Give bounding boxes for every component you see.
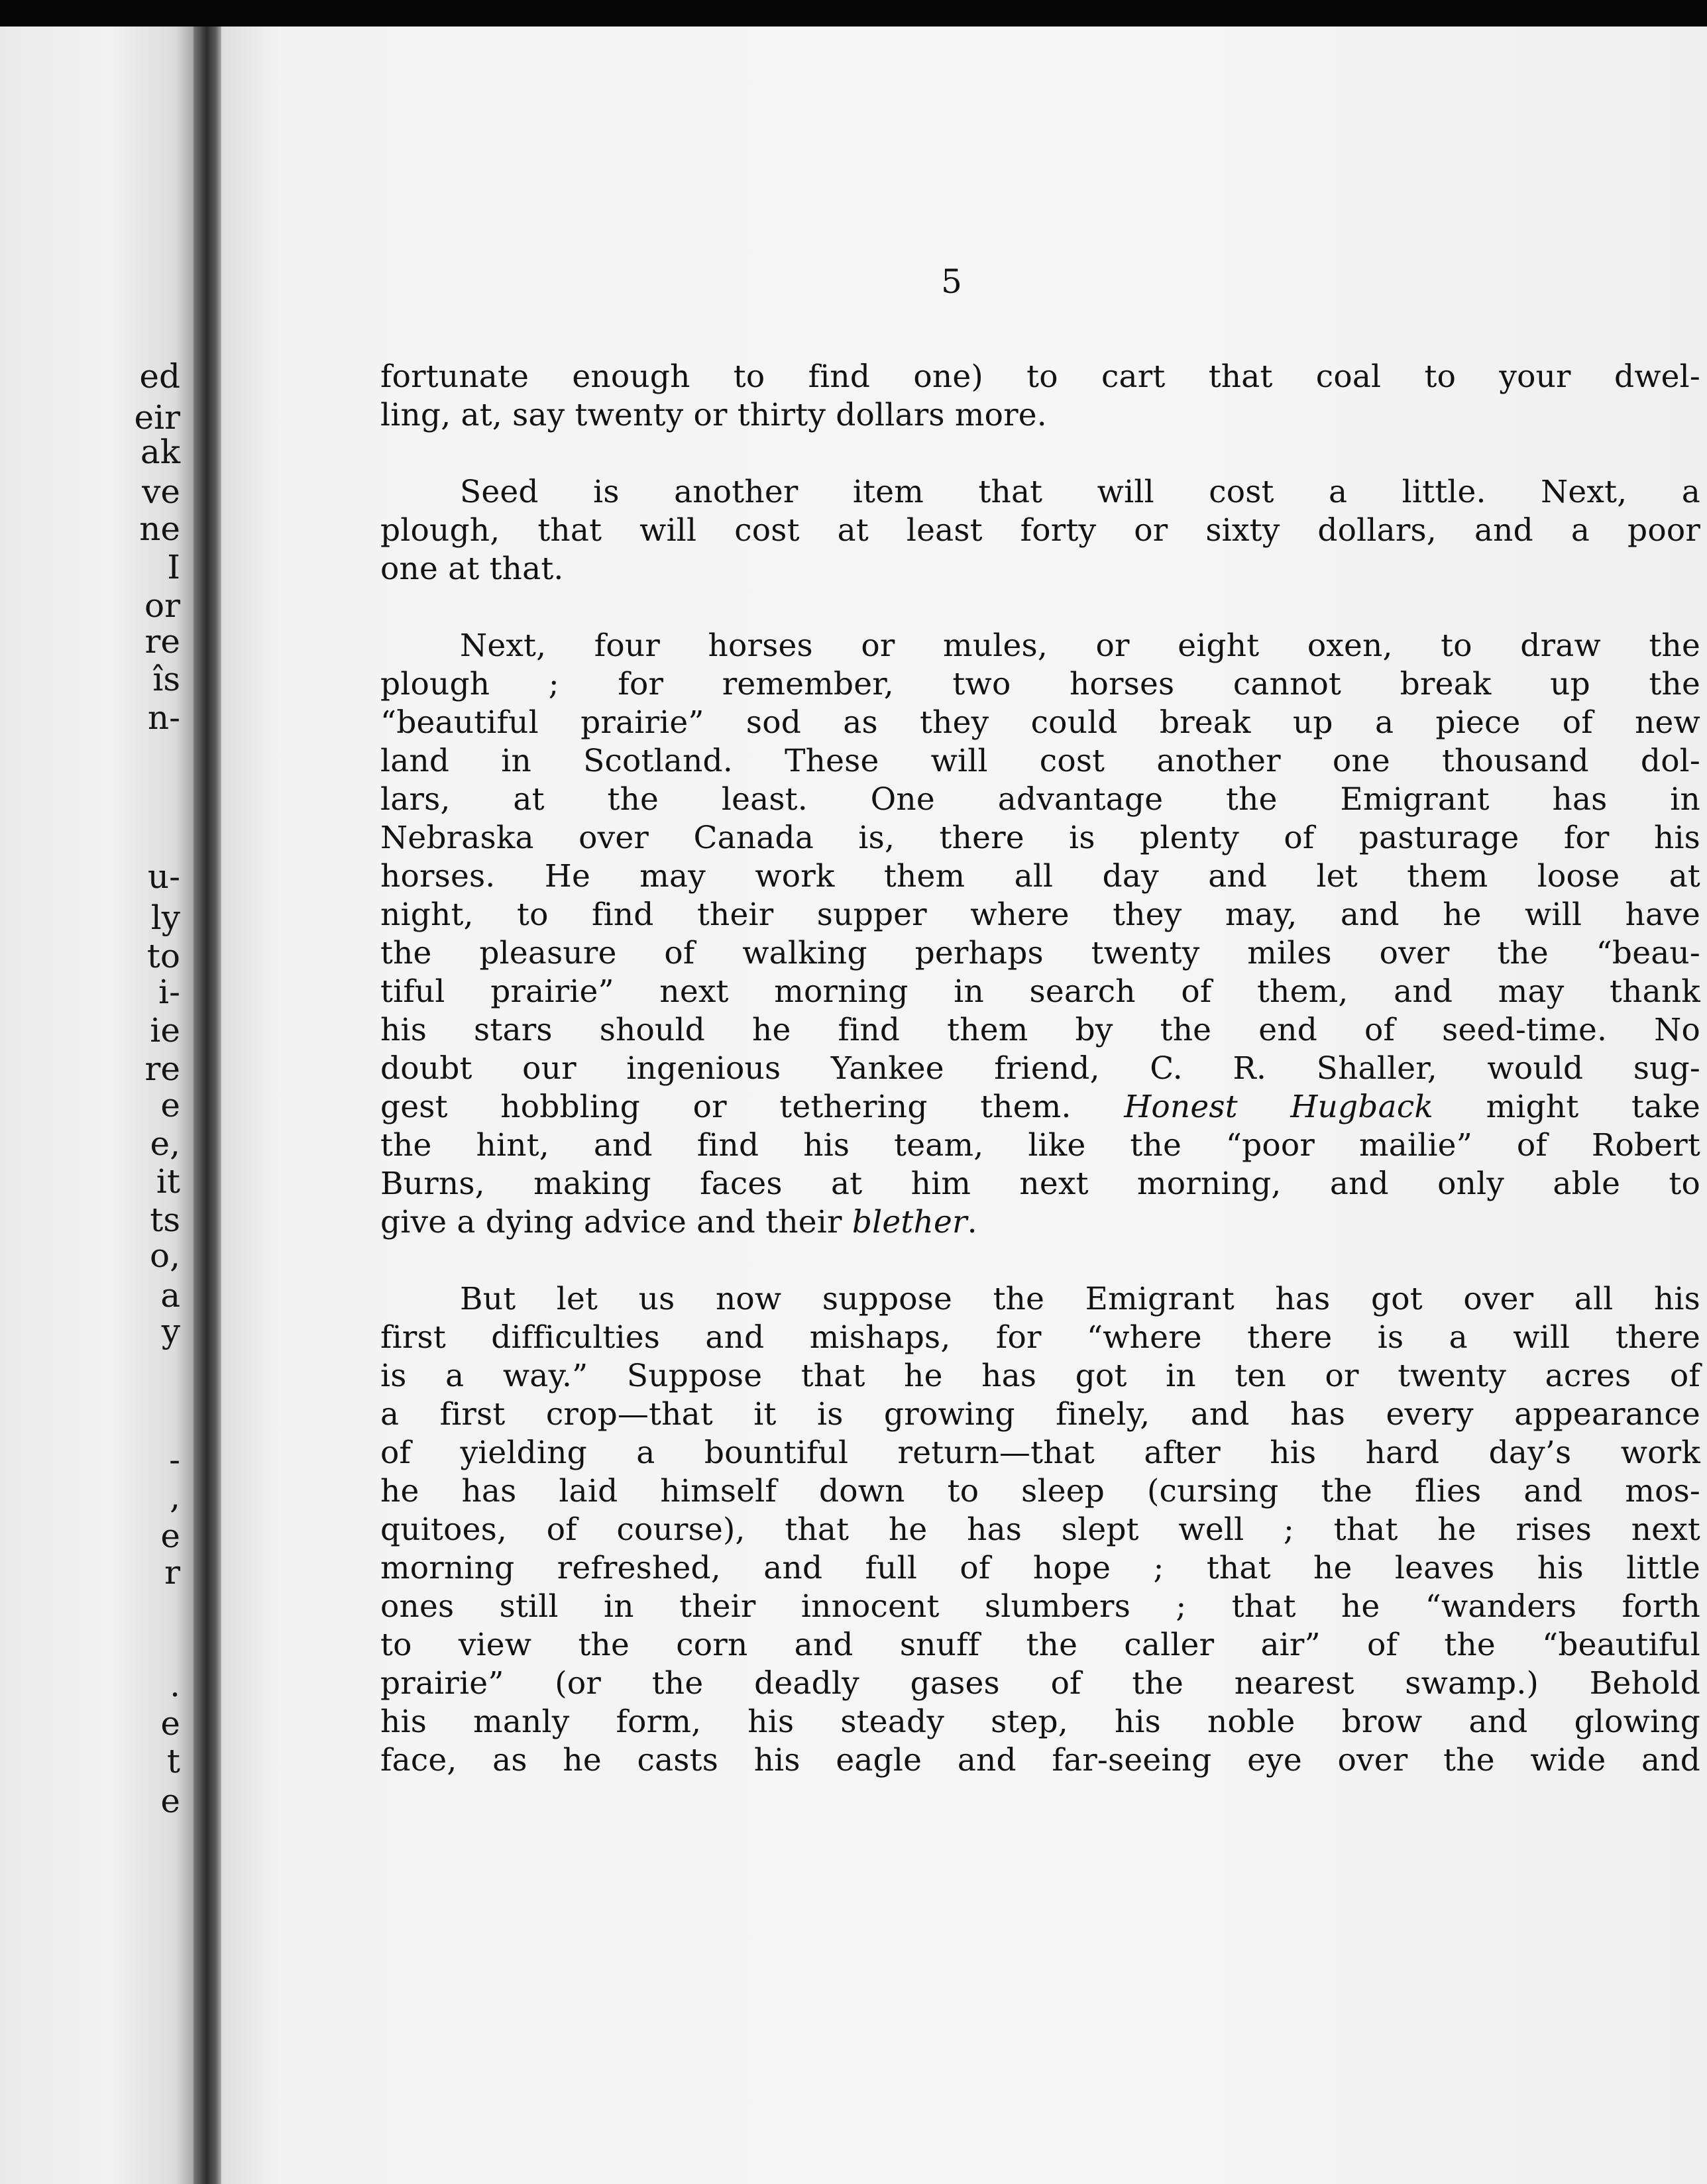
left-page-fragment: ed — [139, 357, 180, 396]
text-line: the hint, and find his team, like the “poor mailie” of Robert — [380, 1127, 1700, 1164]
text-line: first difficulties and mishaps, for “where there is a will there — [380, 1319, 1700, 1356]
text-line: his manly form, his steady step, his noble brow and glowing — [380, 1704, 1700, 1740]
left-page-fragment: a — [160, 1276, 180, 1315]
body-text — [380, 358, 1700, 1780]
left-page-fragment: re — [144, 1050, 180, 1088]
text-line: face, as he casts his eagle and far-seeing eye over the wide and — [380, 1742, 1700, 1778]
left-page-fragment: îs — [152, 660, 180, 698]
text-line: one at that. — [380, 551, 564, 587]
left-page-fragment: . — [170, 1666, 180, 1704]
text-line: tiful prairie” next morning in search of them, and may thank — [380, 973, 1700, 1010]
left-page-fragment: I — [167, 548, 180, 586]
left-page-fragment: ak — [140, 433, 180, 471]
left-page-fragment: y — [161, 1312, 180, 1350]
left-page-edge — [0, 27, 199, 2184]
left-page-fragment: ly — [150, 899, 180, 937]
text-line: “beautiful prairie” sod as they could break up a piece of new — [380, 704, 1700, 741]
right-page — [221, 27, 1707, 2184]
text-line: quitoes, of course), that he has slept well ; that he rises next — [380, 1511, 1700, 1548]
text-line: his stars should he find them by the end of seed-time. No — [380, 1012, 1700, 1048]
left-page-fragment: to — [146, 937, 180, 975]
text-line: horses. He may work them all day and let them loose at — [380, 858, 1700, 895]
left-page-fragment: e — [160, 1086, 180, 1124]
left-page-fragment: or — [144, 586, 180, 625]
left-page-fragment: ve — [142, 472, 180, 511]
text-line: prairie” (or the deadly gases of the nearest swamp.) Behold — [380, 1665, 1700, 1702]
page-number: 5 — [941, 262, 962, 301]
paragraph-gap — [380, 1242, 1700, 1280]
italic-text-run: blether — [852, 1204, 967, 1240]
text-line: morning refreshed, and full of hope ; that he leaves his little — [380, 1550, 1700, 1586]
text-line: night, to find their supper where they may, and he will have — [380, 897, 1700, 933]
text-line: Burns, making faces at him next morning, and only able to — [380, 1166, 1700, 1202]
left-page-fragment: eir — [134, 398, 180, 437]
text-run: gest hobbling or tethering them. — [380, 1089, 1125, 1125]
text-line: ones still in their innocent slumbers ; that he “wanders forth — [380, 1588, 1700, 1625]
text-line: Seed is another item that will cost a little. Next, a — [460, 474, 1700, 510]
left-page-fragment: ne — [139, 510, 180, 548]
left-page-fragment: , — [170, 1478, 180, 1516]
left-page-fragment: it — [156, 1162, 180, 1201]
text-line — [380, 1203, 1700, 1242]
text-line: land in Scotland. These will cost another one thousand dol- — [380, 743, 1700, 779]
text-line: doubt our ingenious Yankee friend, C. R. Shaller, would sug- — [380, 1050, 1700, 1087]
left-page-fragment: u- — [147, 857, 180, 896]
text-line: Nebraska over Canada is, there is plenty of pasturage for his — [380, 820, 1700, 856]
paragraph-gap — [380, 588, 1700, 627]
text-line: fortunate enough to find one) to cart that coal to your dwel- — [380, 358, 1700, 395]
left-page-fragment: e, — [150, 1124, 180, 1163]
text-line: is a way.” Suppose that he has got in ten or twenty acres of — [380, 1358, 1700, 1394]
left-page-fragment: ts — [150, 1201, 180, 1239]
text-run: might take — [1433, 1089, 1700, 1125]
left-page-fragment: n- — [147, 698, 180, 737]
left-page-fragment: o, — [150, 1236, 180, 1275]
italic-text-run: Honest Hugback — [1124, 1089, 1434, 1125]
paragraph-p1 — [380, 358, 1700, 435]
text-line: plough, that will cost at least forty or sixty dollars, and a poor — [380, 512, 1700, 549]
left-page-fragment: e — [160, 1517, 180, 1555]
text-line: a first crop—that it is growing finely, and has every appearance — [380, 1396, 1700, 1433]
left-page-fragment: re — [144, 622, 180, 661]
left-page-fragment: e — [160, 1782, 180, 1820]
text-line: the pleasure of walking perhaps twenty miles over the “beau- — [380, 935, 1700, 971]
left-page-fragment: - — [169, 1441, 180, 1479]
text-line: to view the corn and snuff the caller air” of the “beautiful — [380, 1627, 1700, 1663]
left-page-fragment: t — [166, 1742, 180, 1780]
paragraph-p3 — [380, 627, 1700, 1242]
book-gutter — [193, 27, 223, 2184]
left-page-fragment: i- — [158, 973, 180, 1011]
paragraph-gap — [380, 435, 1700, 473]
left-page-text-fragments — [0, 27, 199, 2184]
text-line: ling, at, say twenty or thirty dollars more. — [380, 397, 1047, 433]
left-page-fragment: ie — [150, 1011, 180, 1050]
text-line: he has laid himself down to sleep (cursing the flies and mos- — [380, 1473, 1700, 1509]
text-line — [380, 1088, 1700, 1126]
left-page-fragment: r — [164, 1553, 180, 1592]
text-run: . — [967, 1204, 977, 1240]
text-line: plough ; for remember, two horses cannot break up the — [380, 666, 1700, 702]
text-line: Next, four horses or mules, or eight oxen, to draw the — [460, 628, 1700, 664]
text-line: of yielding a bountiful return—that after his hard day’s work — [380, 1435, 1700, 1471]
left-page-fragment: e — [160, 1704, 180, 1743]
paragraph-p4 — [380, 1280, 1700, 1780]
text-line: But let us now suppose the Emigrant has got over all his — [460, 1281, 1700, 1317]
text-line: lars, at the least. One advantage the Emigrant has in — [380, 781, 1700, 818]
text-run: give a dying advice and their — [380, 1204, 852, 1240]
paragraph-p2 — [380, 473, 1700, 588]
